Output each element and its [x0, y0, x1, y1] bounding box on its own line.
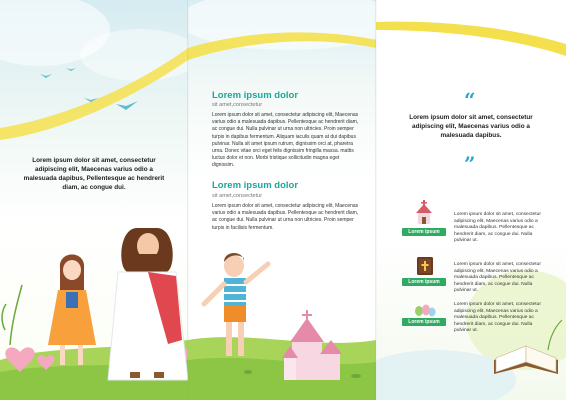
quote-open-icon: “: [464, 88, 476, 112]
church-icon: [414, 200, 434, 226]
item1-text: Lorem ipsum dolor sit amet, consectetur adipiscing elit, Maecenas varius odio a malesuada dapibus. Pellentesque ac hendrerit diam, ac congue dui. Nulla pulvinar ut.: [454, 212, 541, 244]
easter-eggs-icon: [414, 302, 436, 318]
right-quote-text: Lorem ipsum dolor sit amet, consectetur adipiscing elit, Maecenas varius odio a malesuada dapibus.: [409, 114, 533, 139]
item3-label: Lorem ipsum: [402, 318, 446, 326]
bible-icon: [416, 256, 434, 276]
section2-subtitle: sit amet,consectetur: [212, 193, 263, 199]
item3-text: Lorem ipsum dolor sit amet, consectetur adipiscing elit, Maecenas varius odio a malesuada dapibus. Pellentesque ac hendrerit diam, ac congue dui. Nulla pulvinar ut.: [454, 302, 541, 334]
middle-panel-illustration: [188, 0, 376, 400]
left-panel-illustration: [0, 0, 188, 400]
item2-label: Lorem ipsum: [402, 278, 446, 286]
section1-title: Lorem ipsum dolor: [212, 90, 299, 101]
section2-body: Lorem ipsum dolor sit amet, consectetur adipiscing elit, Maecenas varius odio a malesuada dapibus. Pellentesque ac hendrerit diam, ac congue dui. Nulla pulvinar ut urna non ultricies. Proin semper turpis in facilisis fermentum.: [212, 203, 359, 231]
jesus-figure: [108, 228, 188, 380]
panel-right: [376, 0, 566, 400]
section1-body: Lorem ipsum dolor sit amet, consectetur adipiscing elit, Maecenas varius odio a malesuada dapibus. Pellentesque ac hendrerit diam, ac congue dui. Nulla pulvinar ut urna non ultricies. Proin semper turpis in dapibus fermentum. Aliquam iaculis quam at dui dapibus pulvinar. Nulla sit amet ipsum rutrum, dignissim orci at, pharetra urna. Donec vitae orci eget felis dignissim fringilla massa. mattis luctus dolor et non. Morbi tristique sollicitudin magna eget dignissim.: [212, 112, 359, 169]
left-panel-text: Lorem ipsum dolor sit amet, consectetur adipiscing elit, Maecenas varius odio a malesuada dapibus, Pellentesque ac hendrerit diam, ac congue dui.: [23, 157, 165, 191]
quote-close-icon: ”: [464, 152, 476, 176]
section2-title: Lorem ipsum dolor: [212, 180, 299, 191]
panel-left: [0, 0, 188, 400]
section1-subtitle: sit amet,consectetur: [212, 102, 263, 108]
right-panel-illustration: [376, 0, 566, 400]
fold-line-2: [375, 0, 377, 400]
panel-middle: [188, 0, 376, 400]
fold-line-1: [187, 0, 189, 400]
item2-text: Lorem ipsum dolor sit amet, consectetur adipiscing elit, Maecenas varius odio a malesuada dapibus. Pellentesque ac hendrerit diam, ac congue dui. Nulla pulvinar ut.: [454, 262, 541, 294]
item1-label: Lorem ipsum: [402, 228, 446, 236]
